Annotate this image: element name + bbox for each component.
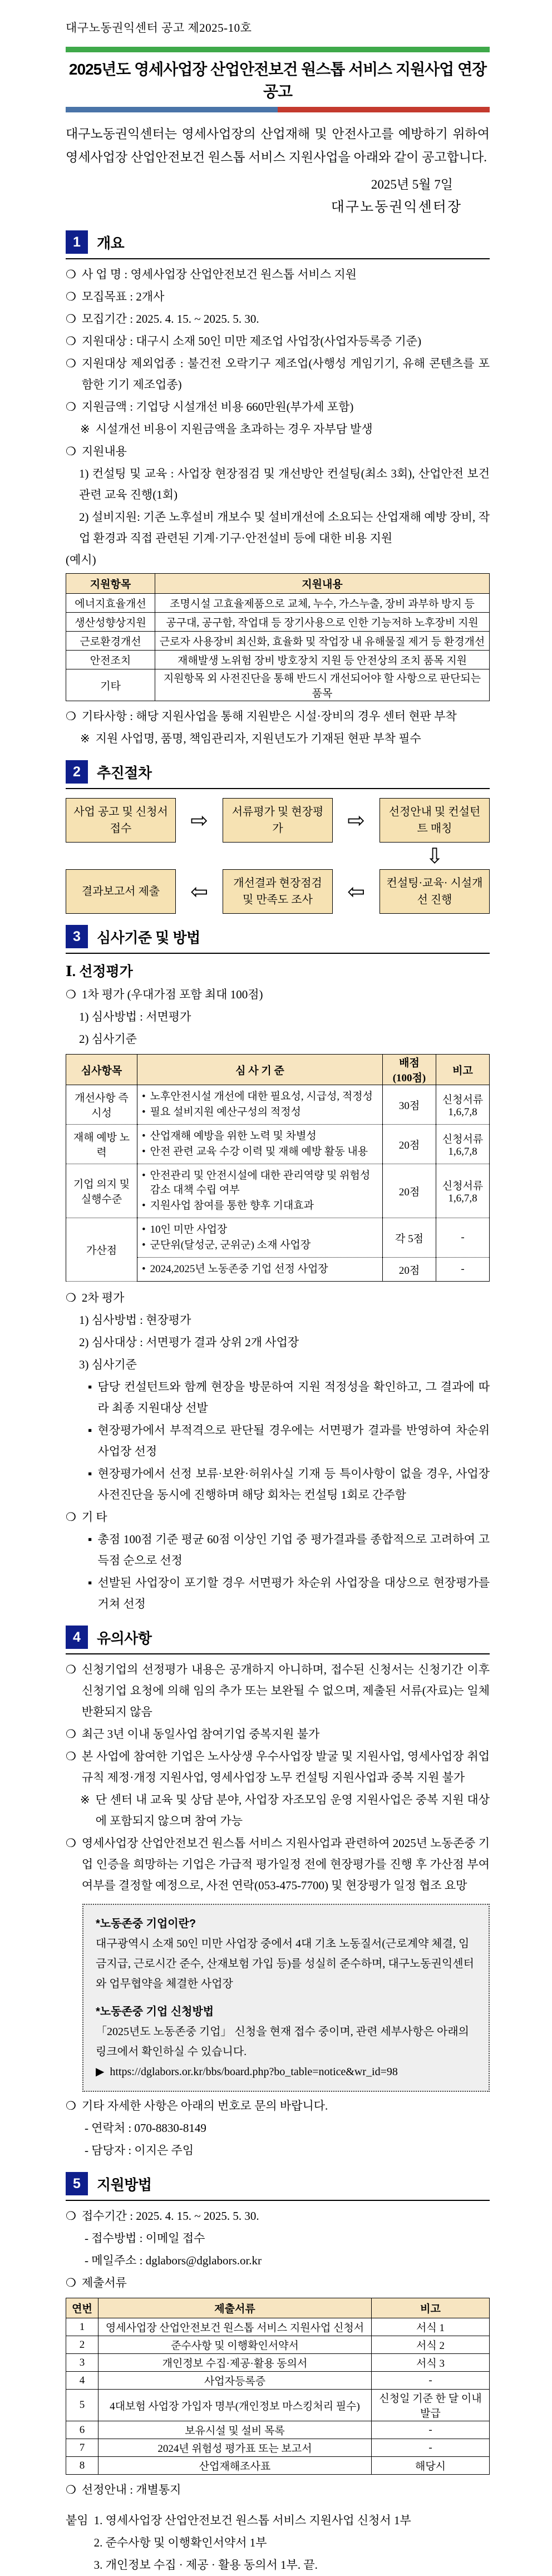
list-square-item: ▪ 현장평가에서 선정 보류·보완·허위사실 기재 등 특이사항이 없을 경우, 사업장 사전진단을 동시에 진행하며 해당 회차는 컨설팅 1회로 간주함	[66, 1463, 490, 1505]
column-header: 심 사 기 준	[137, 1055, 383, 1085]
list-square-item: ▪ 선발된 사업장이 포기할 경우 서면평가 차순위 사업장을 대상으로 현장평가를 거쳐 선정	[66, 1572, 490, 1614]
list-subitem: 2) 심사기준	[79, 1032, 137, 1046]
info-box-howto-title: *노동존중 기업 신청방법	[96, 2006, 214, 2018]
announcement-date: 2025년 5월 7일	[371, 178, 453, 191]
list-subitem: 1) 컨설팅 및 교육 : 사업장 현장점검 및 개선방안 컨설팅(최소 3회), 산업안전 보건 관련 교육 진행(1회)	[79, 467, 490, 501]
process-flow-diagram	[66, 798, 490, 914]
attachment-item: 1. 영세사업장 산업안전보건 원스톱 서비스 지원사업 신청서 1부	[93, 2514, 411, 2527]
circle-bullet: ❍	[66, 357, 76, 370]
circle-bullet: ❍	[66, 268, 76, 281]
table-row: 근로환경개선 근로자 사용장비 최신화, 효율화 및 작업장 내 유해물질 제거 등 환경개선	[66, 632, 490, 651]
signer: 대구노동권익센터장	[331, 200, 462, 215]
title-bar-duo	[66, 107, 490, 112]
info-box-howto-body: 「2025년도 노동존중 기업」 신청을 현재 접수 중이며, 관련 세부사항은 아래의 링크에서 확인하실 수 있습니다.	[96, 2026, 469, 2058]
list-item: ❍ 지원대상 : 대구시 소재 50인 미만 제조업 사업장(사업자등록증 기준)	[66, 331, 490, 352]
attachments	[66, 2509, 490, 2576]
table-row: 3 개인정보 수집·제공·활용 동의서 서식 3	[66, 2354, 490, 2372]
list-item: ❍ 선정안내 : 개별통지	[66, 2479, 490, 2500]
dot-bullet: •	[142, 1106, 146, 1118]
column-header: 연번	[66, 2298, 98, 2318]
section-header-apply	[66, 2172, 490, 2201]
flow-step-apply: 사업 공고 및 신청서 접수	[66, 798, 176, 843]
doc-number: 대구노동권익센터 공고 제2025-10호	[66, 21, 252, 35]
flow-step-matching: 선정안내 및 컨설턴트 매칭	[379, 798, 490, 843]
circle-bullet: ❍	[66, 1836, 76, 1850]
table-header-row	[66, 1055, 490, 1085]
contact-phone: - 연락처 : 070-8830-8149	[85, 2121, 206, 2135]
table-row: 기업 의지 및 실행수준 • 안전관리 및 안전시설에 대한 관리역량 및 위험성 감소 대책 수립 여부 • 지원사업 참여를 통한 향후 기대효과 20점 신청서류 1,6,7,8	[66, 1164, 490, 1218]
dot-bullet: •	[142, 1224, 146, 1235]
circle-bullet: ❍	[66, 1750, 76, 1763]
list-item: ❍ 지원금액 : 기업당 시설개선 비용 660만원(부가세 포함)	[66, 396, 490, 417]
section-number-badge: 4	[66, 1626, 88, 1649]
list-item: ❍ 영세사업장 산업안전보건 원스톱 서비스 지원사업과 관련하여 2025년 노동존중 기업 인증을 희망하는 기업은 가급적 평가일정 전에 현장평가를 진행 후 가산점 부여 여부를 결정할 예정으로, 사전 연락(053-475-7700) 및 현장평가 일정 협조 요망	[66, 1833, 490, 1896]
flow-step-consulting: 컨설팅·교육· 시설개선 진행	[379, 869, 490, 914]
table-row: 안전조치 재해발생 노위험 장비 방호장치 지원 등 안전상의 조치 품목 지원	[66, 651, 490, 669]
circle-bullet: ❍	[66, 312, 76, 326]
section-title: 심사기준 및 방법	[97, 929, 200, 946]
circle-bullet: ❍	[66, 400, 76, 413]
square-bullet: ▪	[88, 1424, 92, 1437]
section-title: 유의사항	[97, 1629, 152, 1647]
list-item: ❍ 기 타	[66, 1506, 490, 1528]
flow-row-2	[66, 869, 490, 914]
square-bullet: ▪	[88, 1380, 92, 1393]
list-square-item: ▪ 담당 컨설턴트와 함께 현장을 방문하여 지원 적정성을 확인하고, 그 결과에 따라 최종 지원대상 선발	[66, 1376, 490, 1418]
example-table	[66, 573, 490, 701]
list-subitem: 2) 심사대상 : 서면평가 결과 상위 2개 사업장	[79, 1336, 299, 1349]
dot-bullet: •	[142, 1130, 146, 1142]
dot-bullet: •	[142, 1263, 146, 1275]
section-title: 개요	[97, 234, 125, 252]
circle-bullet: ❍	[66, 1663, 76, 1676]
submission-docs-table	[66, 2298, 490, 2475]
table-row-bonus: 가산점 • 10인 미만 사업장 • 군단위(달성군, 군위군) 소재 사업장 각 5점 -	[66, 1218, 490, 1258]
square-bullet: ▪	[88, 1533, 92, 1546]
table-row: 7 2024년 위험성 평가표 또는 보고서 -	[66, 2439, 490, 2457]
list-item: ❍ 제출서류	[66, 2272, 490, 2293]
column-header: 지원내용	[155, 574, 490, 594]
list-note: ※ 단 센터 내 교육 및 상담 분야, 사업장 자조모임 운영 지원사업은 중복 지원 대상에 포함되지 않으며 참여 가능	[66, 1789, 490, 1831]
table-row: 2 준수사항 및 이행확인서약서 서식 2	[66, 2336, 490, 2354]
reference-mark: ※	[80, 732, 90, 745]
info-box-question-body: 대구광역시 소재 50인 미만 사업장 중에서 4대 기초 노동질서(근로계약 체결, 임금지급, 근로시간 준수, 산재보험 가입 등)를 성실히 준수하며, 대구노동권익센터와 업무협약을 체결한 사업장	[96, 1938, 474, 1990]
column-header: 제출서류	[98, 2298, 372, 2318]
table-row: 개선사항 즉시성 • 노후안전시설 개선에 대한 필요성, 시급성, 적정성 • 필요 설비지원 예산구성의 적정성 30점 신청서류 1,6,7,8	[66, 1085, 490, 1125]
list-item: ❍ 신청기업의 선정평가 내용은 공개하지 아니하며, 접수된 신청서는 신청기간 이후 신청기업 요청에 의해 임의 추가 또는 보완될 수 없으며, 제출된 서류(자료)는 일체 반환되지 않음	[66, 1659, 490, 1722]
page-title: 2025년도 영세사업장 산업안전보건 원스톱 서비스 지원사업 연장 공고	[68, 61, 487, 100]
info-box-question-title: *노동존중 기업이란?	[96, 1918, 196, 1930]
labor-respect-info-box	[82, 1904, 490, 2092]
arrow-left-icon: ⇦	[190, 879, 208, 904]
list-note: ※ 지원 사업명, 품명, 책임관리자, 지원년도가 기재된 현판 부착 필수	[66, 728, 490, 749]
circle-bullet: ❍	[66, 1727, 76, 1741]
notice-link[interactable]: https://dglabors.or.kr/bbs/board.php?bo_table=notice&wr_id=98	[110, 2066, 398, 2078]
list-item: ❍ 2차 평가	[66, 1287, 490, 1308]
list-square-item: ▪ 총점 100점 기준 평균 60점 이상인 기업 중 평가결과를 종합적으로 고려하여 고득점 순으로 선정	[66, 1529, 490, 1571]
circle-bullet: ❍	[66, 710, 76, 723]
circle-bullet: ❍	[66, 2099, 76, 2112]
table-row: 4 사업자등록증 -	[66, 2372, 490, 2390]
title-bar-green	[66, 47, 490, 52]
flow-down-connector	[66, 843, 490, 869]
square-bullet: ▪	[88, 1467, 92, 1480]
flow-step-report: 결과보고서 제출	[66, 869, 176, 914]
table-header-row	[66, 2298, 490, 2318]
list-item: ❍ 사 업 명 : 영세사업장 산업안전보건 원스톱 서비스 지원	[66, 264, 490, 285]
column-header: 비고	[372, 2298, 490, 2318]
dot-bullet: •	[142, 1146, 146, 1158]
circle-bullet: ❍	[66, 2276, 76, 2289]
apply-method: - 접수방법 : 이메일 접수	[85, 2232, 205, 2245]
apply-email: - 메일주소 : dglabors@dglabors.or.kr	[85, 2254, 262, 2267]
reference-mark: ※	[80, 1793, 90, 1806]
table-row: 8 산업재해조사표 해당시	[66, 2457, 490, 2475]
reference-mark: ※	[80, 422, 90, 436]
list-item: ❍ 지원내용	[66, 441, 490, 462]
flow-step-inspection: 개선결과 현장점검 및 만족도 조사	[223, 869, 333, 914]
dot-bullet: •	[142, 1091, 146, 1102]
list-item: ❍ 1차 평가 (우대가점 포함 최대 100점)	[66, 984, 490, 1005]
circle-bullet: ❍	[66, 2483, 76, 2496]
list-subitem: 2) 설비지원: 기존 노후설비 개보수 및 설비개선에 소요되는 산업재해 예방 장비, 작업 환경과 직접 관련된 기계·기구·안전설비 등에 대한 비용 지원	[79, 510, 490, 545]
section-header-overview	[66, 230, 490, 259]
dot-bullet: •	[142, 1170, 146, 1181]
circle-bullet: ❍	[66, 334, 76, 348]
section-title: 지원방법	[97, 2176, 152, 2193]
section-number-badge: 1	[66, 230, 88, 254]
circle-bullet: ❍	[66, 988, 76, 1001]
circle-bullet: ❍	[66, 1510, 76, 1524]
square-bullet: ▪	[88, 1576, 92, 1589]
circle-bullet: ❍	[66, 2209, 76, 2223]
flow-row-1	[66, 798, 490, 843]
section-header-process	[66, 760, 490, 789]
list-item: ❍ 지원대상 제외업종 : 불건전 오락기구 제조업(사행성 게임기기, 유해 콘텐츠를 포함한 기기 제조업종)	[66, 353, 490, 395]
table-row: 생산성향상지원 공구대, 공구함, 작업대 등 장기사용으로 인한 기능저하 노후장비 지원	[66, 613, 490, 632]
circle-bullet: ❍	[66, 1291, 76, 1304]
table-row: 에너지효율개선 조명시설 고효율제품으로 교체, 누수, 가스누출, 장비 과부하 방지 등	[66, 594, 490, 613]
example-label: (예시)	[66, 553, 96, 567]
section-title: 추진절차	[97, 764, 152, 781]
title-block	[66, 47, 490, 112]
section-header-cautions	[66, 1626, 490, 1654]
attachment-item: 2. 준수사항 및 이행확인서약서 1부	[93, 2536, 267, 2549]
arrow-down-icon: ⇩	[426, 844, 443, 868]
selection-evaluation-heading: Ⅰ. 선정평가	[66, 964, 133, 979]
contact-manager: - 담당자 : 이지은 주임	[85, 2144, 194, 2157]
list-subitem: 1) 심사방법 : 현장평가	[79, 1313, 191, 1327]
attachment-item: 3. 개인정보 수집 · 제공 · 활용 동의서 1부. 끝.	[93, 2558, 318, 2572]
table-row-bonus: • 2024,2025년 노동존중 기업 선정 사업장 20점 -	[66, 1258, 490, 1282]
list-item: ❍ 기타사항 : 해당 지원사업을 통해 지원받은 시설·장비의 경우 센터 현판 부착	[66, 706, 490, 727]
title-bar-blue	[66, 107, 278, 112]
intro-paragraph: 대구노동권익센터는 영세사업장의 산업재해 및 안전사고를 예방하기 위하여 영세사업장 산업안전보건 원스톱 서비스 지원사업을 아래와 같이 공고합니다.	[66, 127, 490, 164]
arrow-left-icon: ⇦	[347, 879, 365, 904]
list-subitem: 1) 심사방법 : 서면평가	[79, 1010, 191, 1023]
column-header: 비고	[436, 1055, 490, 1085]
section-header-criteria	[66, 925, 490, 954]
table-row: 5 4대보험 사업장 가입자 명부(개인정보 마스킹처리 필수) 신청일 기준 한 달 이내 발급	[66, 2390, 490, 2421]
column-header: 심사항목	[66, 1055, 137, 1085]
table-header-row	[66, 574, 490, 594]
column-header: 배점 (100점)	[383, 1055, 436, 1085]
evaluation-table	[66, 1054, 490, 1282]
flow-step-review: 서류평가 및 현장평가	[223, 798, 333, 843]
dot-bullet: •	[142, 1239, 146, 1251]
table-row: 1 영세사업장 산업안전보건 원스톱 서비스 지원사업 신청서 서식 1	[66, 2318, 490, 2336]
table-row: 6 보유시설 및 설비 목록 -	[66, 2421, 490, 2439]
arrow-right-icon: ⇨	[190, 808, 208, 833]
dot-bullet: •	[142, 1200, 146, 1211]
section-number-badge: 2	[66, 760, 88, 784]
section-number-badge: 3	[66, 925, 88, 948]
list-item: ❍ 모집목표 : 2개사	[66, 286, 490, 307]
attachments-lead: 붙임	[66, 2514, 88, 2527]
table-row: 재해 예방 노력 • 산업재해 예방을 위한 노력 및 차별성 • 안전 관련 교육 수강 이력 및 재해 예방 활동 내용 20점 신청서류 1,6,7,8	[66, 1125, 490, 1164]
title-bar-red	[278, 107, 490, 112]
arrow-right-icon: ⇨	[347, 808, 365, 833]
overview-list	[66, 264, 490, 570]
circle-bullet: ❍	[66, 290, 76, 303]
circle-bullet: ❍	[66, 445, 76, 458]
list-item: ❍ 모집기간 : 2025. 4. 15. ~ 2025. 5. 30.	[66, 308, 490, 329]
section-number-badge: 5	[66, 2172, 88, 2195]
list-item: ❍ 본 사업에 참여한 기업은 노사상생 우수사업장 발굴 및 지원사업, 영세사업장 취업규칙 제정·개정 지원사업, 영세사업장 노무 컨설팅 지원사업과 중복 지원 불가	[66, 1746, 490, 1788]
notice-link-row	[96, 2062, 476, 2082]
triangle-bullet: ▶	[96, 2066, 105, 2078]
list-square-item: ▪ 현장평가에서 부적격으로 판단될 경우에는 서면평가 결과를 반영하여 차순위 사업장 선정	[66, 1420, 490, 1462]
list-subitem: 3) 심사기준	[79, 1358, 137, 1371]
list-note: ※ 시설개선 비용이 지원금액을 초과하는 경우 자부담 발생	[66, 418, 490, 440]
column-header: 지원항목	[66, 574, 155, 594]
list-item: ❍ 접수기간 : 2025. 4. 15. ~ 2025. 5. 30.	[66, 2205, 490, 2227]
table-row: 기타 지원항목 외 사전진단을 통해 반드시 개선되어야 할 사항으로 판단되는 품목	[66, 669, 490, 701]
list-item: ❍ 최근 3년 이내 동일사업 참여기업 중복지원 불가	[66, 1723, 490, 1745]
list-item: ❍ 기타 자세한 사항은 아래의 번호로 문의 바랍니다.	[66, 2095, 490, 2116]
